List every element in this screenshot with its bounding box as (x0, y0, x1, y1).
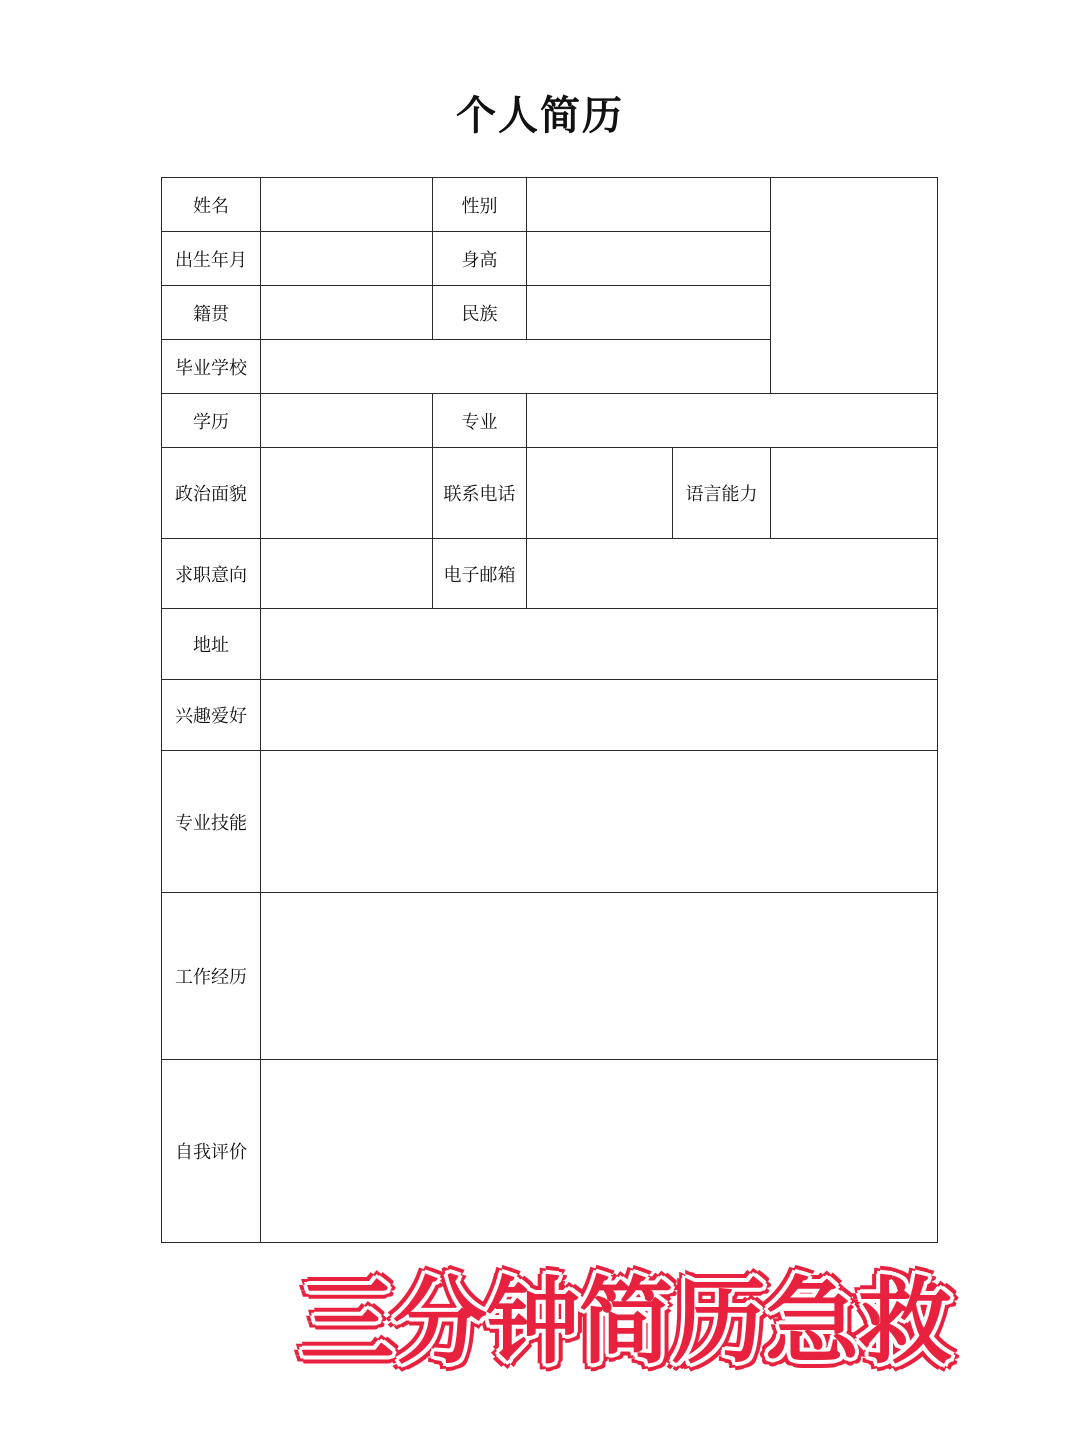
field-school[interactable] (261, 340, 771, 394)
field-hometown[interactable] (261, 286, 433, 340)
field-experience[interactable] (261, 893, 938, 1060)
field-gender[interactable] (527, 178, 771, 232)
field-birth[interactable] (261, 232, 433, 286)
field-hobbies[interactable] (261, 680, 938, 751)
label-politics: 政治面貌 (162, 448, 261, 539)
label-experience: 工作经历 (162, 893, 261, 1060)
label-email: 电子邮箱 (433, 539, 527, 609)
row-experience (162, 893, 938, 1060)
label-address: 地址 (162, 609, 261, 680)
field-ethnicity[interactable] (527, 286, 771, 340)
field-self-evaluation[interactable] (261, 1060, 938, 1243)
label-education: 学历 (162, 394, 261, 448)
label-major: 专业 (433, 394, 527, 448)
row-objective (162, 539, 938, 609)
label-name: 姓名 (162, 178, 261, 232)
field-email[interactable] (527, 539, 938, 609)
row-self-evaluation (162, 1060, 938, 1243)
field-objective[interactable] (261, 539, 433, 609)
label-gender: 性别 (433, 178, 527, 232)
page-title: 个人简历 (456, 93, 624, 139)
field-name[interactable] (261, 178, 433, 232)
promo-banner-text: 三分钟简历急救 (300, 1267, 952, 1377)
field-education[interactable] (261, 394, 433, 448)
row-name (162, 178, 938, 232)
label-objective: 求职意向 (162, 539, 261, 609)
label-self-evaluation: 自我评价 (162, 1060, 261, 1243)
label-skills: 专业技能 (162, 751, 261, 893)
label-hobbies: 兴趣爱好 (162, 680, 261, 751)
field-address[interactable] (261, 609, 938, 680)
row-education (162, 394, 938, 448)
row-politics (162, 448, 938, 539)
label-language: 语言能力 (673, 448, 771, 539)
field-height[interactable] (527, 232, 771, 286)
field-major[interactable] (527, 394, 938, 448)
label-school: 毕业学校 (162, 340, 261, 394)
field-skills[interactable] (261, 751, 938, 893)
photo-box[interactable] (771, 178, 938, 394)
row-address (162, 609, 938, 680)
label-ethnicity: 民族 (433, 286, 527, 340)
row-skills (162, 751, 938, 893)
label-phone: 联系电话 (433, 448, 527, 539)
field-phone[interactable] (527, 448, 673, 539)
row-hobbies (162, 680, 938, 751)
label-height: 身高 (433, 232, 527, 286)
field-politics[interactable] (261, 448, 433, 539)
field-language[interactable] (771, 448, 938, 539)
label-birth: 出生年月 (162, 232, 261, 286)
label-hometown: 籍贯 (162, 286, 261, 340)
resume-form-table (161, 177, 938, 1243)
